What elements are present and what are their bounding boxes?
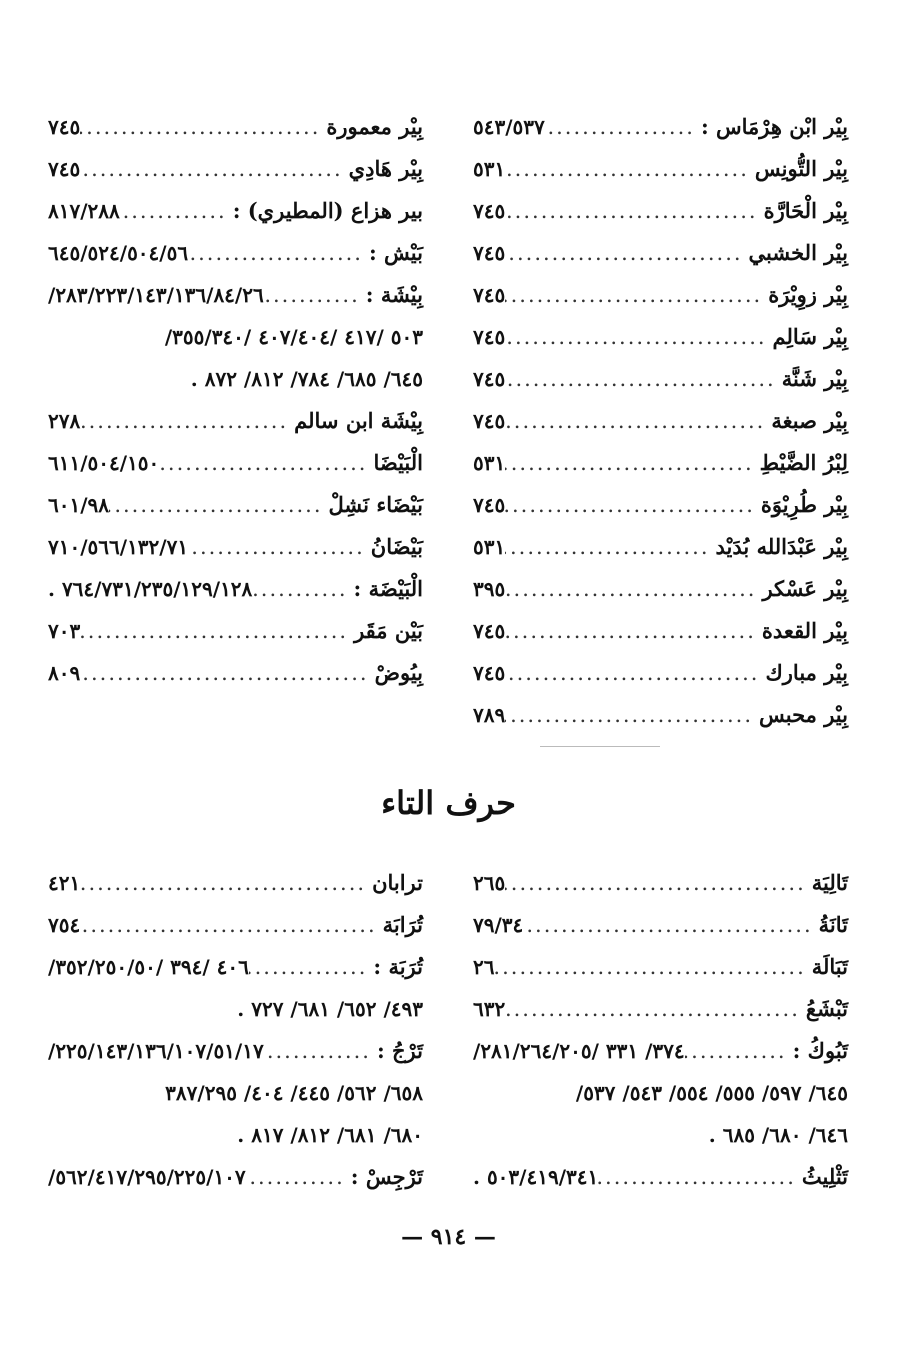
index-entry [48,946,423,988]
entry-pages: ٧٥٤ [48,913,81,937]
entry-term: بِيْشَة : [365,282,423,307]
entry-term: بِيْر عَسْكر [762,576,848,601]
index-entry [473,400,848,442]
entry-pages: ٥٤٣/٥٣٧ [473,115,545,139]
leader-dots [505,568,762,610]
entry-pages: ٧١٠/٥٦٦/١٣٢/٧١ [48,535,189,559]
entry-pages: ٥٣١ [473,157,506,181]
top-left-column [48,106,423,694]
entry-term: بِيْر محبس [759,702,848,727]
index-entry [48,526,423,568]
index-entry [48,400,423,442]
entry-term: بَيْضَاء نَشِلْ [328,492,423,517]
entry-term: بِيْر عَبْدَالله بُدَيْد [715,534,848,559]
index-entry [473,316,848,358]
entry-pages: ٧٤٥ [48,157,81,181]
index-entry [473,988,848,1030]
leader-dots [505,988,806,1030]
entry-continuation: ٦٤٥/ ٥٩٧/ ٥٥٥/ ٥٥٤/ ٥٤٣/ ٥٣٧/ [575,1081,848,1105]
index-entry [473,442,848,484]
index-entry [48,652,423,694]
bottom-left-column [48,862,423,1198]
leader-dots [523,904,818,946]
entry-term: تَبَالَة [811,954,848,979]
leader-dots [545,106,701,148]
leader-dots [80,862,372,904]
entry-term: تَالِيَة [811,870,848,895]
entry-term: بِيْر هَادِي [348,156,423,181]
index-entry [48,148,423,190]
entry-term: تُرَبَة : [373,954,423,979]
index-entry [473,1030,848,1072]
entry-pages: ٦٤٥/٥٢٤/٥٠٤/٥٦ [48,241,189,265]
index-entry [473,946,848,988]
entry-pages: ٦١١/٥٠٤/١٥٠ [48,451,160,475]
index-entry [48,190,423,232]
index-entry [473,568,848,610]
entry-term: تَرْجُ : [376,1038,423,1063]
index-entry [473,862,848,904]
column-end-rule [540,746,660,747]
leader-dots [80,904,382,946]
leader-dots [264,1030,377,1072]
index-entry [48,568,423,610]
index-entry [48,442,423,484]
entry-pages: ٧٠٣ [48,619,81,643]
entry-pages: ٧٤٥ [473,283,506,307]
page-number: ٩١٤ [430,1224,467,1250]
index-entry [48,484,423,526]
leader-dots [598,1156,802,1198]
leader-dots [188,232,369,274]
entry-continuation: ٦٤٥/ ٦٨٥/ ٧٨٤/ ٨١٢/ ٨٧٢ . [190,367,423,391]
entry-term: تَرْجِسْ : [350,1164,423,1189]
entry-term: الْبَيْضَة : [353,576,423,601]
entry-term: لِبْرُ الضَّيْطِ [759,450,848,475]
leader-dots [505,610,762,652]
bottom-right-column [473,862,848,1198]
leader-dots [120,190,233,232]
index-entry [473,148,848,190]
index-entry [48,274,423,316]
index-entry [473,484,848,526]
leader-dots [685,1030,793,1072]
entry-pages: ٦٣٢ [473,997,506,1021]
index-entry [473,232,848,274]
leader-dots [494,946,811,988]
entry-pages: ٧٤٥ [473,367,506,391]
leader-dots [505,316,772,358]
leader-dots [505,694,759,736]
entry-term: تَانَةُ [818,912,848,937]
leader-dots [505,400,771,442]
entry-pages: ٢٢٥/١٤٣/١٣٦/١٠٧/٥١/١٧/ [48,1039,264,1063]
entry-term: بَيْضَانُ [370,534,423,559]
leader-dots [505,190,763,232]
entry-term: تَبْشَعُ [805,996,848,1021]
leader-dots [252,568,353,610]
entry-pages: ٣٧٤/ ٣٣١ /٢٨١/٢٦٤/٢٠٥/ [473,1039,685,1063]
index-entry [473,190,848,232]
leader-dots [505,148,755,190]
page-footer: — ٩١٤ — [401,1224,496,1250]
index-entry [473,652,848,694]
index-entry [473,358,848,400]
entry-term: بِيْر الْحَارَّة [763,198,848,223]
entry-pages: ٧٤٥ [473,325,506,349]
leader-dots [109,484,329,526]
entry-pages: ٣٩٥ [473,577,506,601]
index-entry [48,862,423,904]
entry-pages: ٤٠٦ /٣٩٤ /٣٥٢/٢٥٠/٥٠/ [48,955,249,979]
index-entry [473,106,848,148]
entry-pages: ٢٦ [473,955,495,979]
leader-dots [505,358,781,400]
leader-dots [505,442,759,484]
entry-pages: ٧٤٥ [473,409,506,433]
entry-pages: ٤٢١ [48,871,81,895]
index-entry [473,904,848,946]
entry-continuation: ٤٩٣/ ٦٥٢/ ٦٨١/ ٧٢٧ . [237,997,423,1021]
index-entry [473,274,848,316]
entry-pages: ٥٠٣/٤١٩/٣٤١ . [473,1165,599,1189]
leader-dots [80,148,348,190]
entry-pages: ٧٤٥ [473,619,506,643]
entry-pages: ٢٨٣/٢٢٣/١٤٣/١٣٦/٨٤/٢٦/ [48,283,264,307]
leader-dots [188,526,371,568]
entry-term: تُرَابَة [382,912,423,937]
leader-dots [80,610,354,652]
leader-dots [80,106,326,148]
entry-pages: ٧٤٥ [473,661,506,685]
entry-pages: ٥٦٢/٤١٧/٢٩٥/٢٢٥/١٠٧/ [48,1165,246,1189]
entry-term: الْبَيْضَا [373,450,423,475]
index-entry [48,1030,423,1072]
entry-term: بَيْش : [368,240,423,265]
section-heading: حرف التاء [381,784,516,822]
entry-term: بِيْر مبارك [765,660,848,685]
entry-term: بِيْر معمورة [326,114,423,139]
entry-term: بِيْشَة ابن سالم [294,408,423,433]
index-entry [48,106,423,148]
index-entry [473,610,848,652]
entry-continuation: ٦٤٦/ ٦٨٠/ ٦٨٥ . [708,1123,848,1147]
entry-continuation: ٥٠٣ /٤١٧ /٤٠٧/٤٠٤ /٣٥٥/٣٤٠/ [164,325,423,349]
leader-dots [246,1156,351,1198]
entry-term: بِيْر التُّونِس [754,156,848,181]
leader-dots [264,274,366,316]
entry-term: تَثْلِيثُ [801,1164,848,1189]
entry-term: بِيْر طُرِيْوَة [760,492,848,517]
entry-pages: ٦٠١/٩٨ [48,493,110,517]
index-entry [48,232,423,274]
leader-dots [505,652,765,694]
leader-dots [505,274,768,316]
entry-pages: ٧٤٥ [473,493,506,517]
entry-term: بِيْر الخشبي [748,240,848,265]
entry-term: بِيْر زوِيْرَة [768,282,848,307]
entry-term: بِيُوضْ [374,660,423,685]
entry-continuation: ٦٥٨/ ٥٦٢/ ٤٤٥/ ٤٠٤/ ٣٨٧/٢٩٥ [165,1081,423,1105]
leader-dots [505,862,812,904]
leader-dots [249,946,374,988]
index-entry [48,904,423,946]
leader-dots [505,232,748,274]
entry-pages: ٧٤٥ [473,241,506,265]
index-entry [473,526,848,568]
entry-term: بِيْر القعدة [761,618,848,643]
entry-pages: ٨١٧/٢٨٨ [48,199,120,223]
leader-dots [159,442,373,484]
entry-term: بير هزاع (المطيري) : [232,198,423,223]
entry-term: بِيْر سَالِم [772,324,848,349]
entry-pages: ٧٤٥ [473,199,506,223]
entry-term: بِيْر صبغة [771,408,848,433]
entry-term: بَيْن مَقَر [354,618,423,643]
index-entry [48,610,423,652]
entry-pages: ٢٦٥ [473,871,506,895]
entry-pages: ٨٠٩ [48,661,81,685]
leader-dots [80,400,294,442]
entry-pages: ٧٦٤/٧٣١/٢٣٥/١٢٩/١٢٨ . [48,577,253,601]
leader-dots [80,652,374,694]
entry-term: بِيْر شَنَّة [781,366,848,391]
leader-dots [505,484,761,526]
entry-term: ترابان [372,870,423,895]
leader-dots [505,526,715,568]
entry-pages: ٥٣١ [473,451,506,475]
index-entry [473,694,848,736]
entry-pages: ٢٧٨ [48,409,81,433]
entry-continuation: ٦٨٠/ ٦٨١/ ٨١٢/ ٨١٧ . [237,1123,423,1147]
entry-pages: ٧٤٥ [48,115,81,139]
top-right-column [473,106,848,736]
index-entry [48,1156,423,1198]
entry-pages: ٧٩/٣٤ [473,913,524,937]
index-entry [473,1156,848,1198]
entry-pages: ٧٨٩ [473,703,506,727]
entry-term: بِيْر ابْن هِرْمَاس : [700,114,848,139]
entry-pages: ٥٣١ [473,535,506,559]
entry-term: تَبُوكُ : [792,1038,848,1063]
